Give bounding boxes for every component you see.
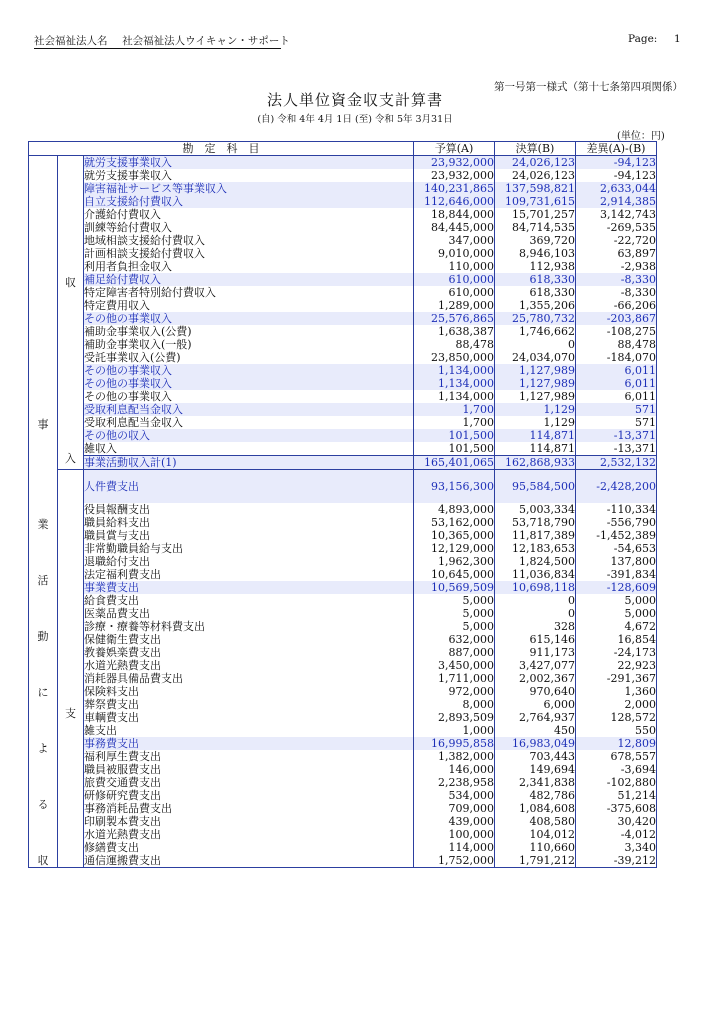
diff-amount: 88,478 [576, 338, 657, 351]
section-label-expense [58, 470, 84, 868]
account-name: 地域相談支援給付費収入 [84, 234, 414, 247]
diff-amount: -391,834 [576, 568, 657, 581]
budget-amount: 972,000 [414, 685, 495, 698]
table-row [29, 429, 657, 442]
account-name: 利用者負担金収入 [84, 260, 414, 273]
page-indicator [628, 33, 681, 45]
budget-amount: 2,893,509 [414, 711, 495, 724]
diff-amount: 51,214 [576, 789, 657, 802]
table-row [29, 470, 657, 504]
budget-amount: 9,010,000 [414, 247, 495, 260]
table-row [29, 312, 657, 325]
page-number: 1 [674, 33, 681, 45]
actual-amount: 1,127,989 [495, 364, 576, 377]
budget-amount: 114,000 [414, 841, 495, 854]
table-row [29, 620, 657, 633]
account-name: 雑支出 [84, 724, 414, 737]
diff-amount: -2,428,200 [576, 470, 657, 504]
actual-amount: 408,580 [495, 815, 576, 828]
diff-amount: 2,000 [576, 698, 657, 711]
table-row [29, 286, 657, 299]
diff-amount: 1,360 [576, 685, 657, 698]
diff-amount: 22,923 [576, 659, 657, 672]
document-title: 法人単位資金収支計算書 [266, 91, 443, 109]
col-item-header: 勘 定 科 目 [29, 142, 414, 156]
account-name: 事業活動収入計(1) [84, 456, 414, 470]
budget-amount: 53,162,000 [414, 516, 495, 529]
section-char: よ [37, 742, 49, 755]
budget-amount: 632,000 [414, 633, 495, 646]
actual-amount: 5,003,334 [495, 503, 576, 516]
diff-amount: 30,420 [576, 815, 657, 828]
table-row [29, 221, 657, 234]
actual-amount: 15,701,257 [495, 208, 576, 221]
account-name: 就労支援事業収入 [84, 156, 414, 170]
actual-amount: 970,640 [495, 685, 576, 698]
budget-amount: 23,850,000 [414, 351, 495, 364]
account-name: 就労支援事業収入 [84, 169, 414, 182]
section-label-business-activity [29, 156, 58, 868]
col-diff-header: 差異(A)-(B) [576, 142, 657, 156]
account-name: 雑収入 [84, 442, 414, 456]
account-name: 保険料支出 [84, 685, 414, 698]
header-underline [34, 48, 281, 49]
col-budget-header: 予算(A) [414, 142, 495, 156]
actual-amount: 112,938 [495, 260, 576, 273]
table-row [29, 273, 657, 286]
account-name: 受取利息配当金収入 [84, 403, 414, 416]
table-row [29, 685, 657, 698]
account-name: 消耗器具備品費支出 [84, 672, 414, 685]
corporation-name: 社会福祉法人ウイキャン・サポート [122, 35, 290, 47]
account-name: 受託事業収入(公費) [84, 351, 414, 364]
account-name: 車輌費支出 [84, 711, 414, 724]
fiscal-period: (自) 令和 4年 4月 1日 (至) 令和 5年 3月31日 [257, 114, 453, 125]
diff-amount: 2,914,385 [576, 195, 657, 208]
account-name: 事業費支出 [84, 581, 414, 594]
table-row [29, 195, 657, 208]
form-number: 第一号第一様式（第十七条第四項関係） [494, 81, 683, 93]
budget-amount: 10,569,509 [414, 581, 495, 594]
actual-amount: 53,718,790 [495, 516, 576, 529]
table-row [29, 325, 657, 338]
actual-amount: 482,786 [495, 789, 576, 802]
actual-amount: 450 [495, 724, 576, 737]
actual-amount: 1,746,662 [495, 325, 576, 338]
account-name: 事務消耗品費支出 [84, 802, 414, 815]
table-row [29, 815, 657, 828]
actual-amount: 3,427,077 [495, 659, 576, 672]
account-name: その他の収入 [84, 429, 414, 442]
account-name: 診療・療養等材料費支出 [84, 620, 414, 633]
table-row [29, 802, 657, 815]
actual-amount: 1,084,608 [495, 802, 576, 815]
section-char: 業 [37, 518, 49, 531]
budget-amount: 1,711,000 [414, 672, 495, 685]
table-row [29, 260, 657, 273]
table-row [29, 299, 657, 312]
table-header-row [29, 142, 657, 156]
table-row [29, 377, 657, 390]
actual-amount: 11,817,389 [495, 529, 576, 542]
budget-amount: 5,000 [414, 620, 495, 633]
actual-amount: 911,173 [495, 646, 576, 659]
diff-amount: -128,609 [576, 581, 657, 594]
account-name: 医薬品費支出 [84, 607, 414, 620]
account-name: 退職給付支出 [84, 555, 414, 568]
diff-amount: -375,608 [576, 802, 657, 815]
actual-amount: 149,694 [495, 763, 576, 776]
budget-amount: 110,000 [414, 260, 495, 273]
account-name: 役員報酬支出 [84, 503, 414, 516]
budget-amount: 5,000 [414, 594, 495, 607]
actual-amount: 24,034,070 [495, 351, 576, 364]
table-row [29, 750, 657, 763]
table-row [29, 698, 657, 711]
table-row [29, 737, 657, 750]
actual-amount: 618,330 [495, 273, 576, 286]
unit-label: (単位：円) [617, 131, 665, 142]
budget-amount: 1,752,000 [414, 854, 495, 868]
diff-amount: 2,633,044 [576, 182, 657, 195]
actual-amount: 2,764,937 [495, 711, 576, 724]
account-name: その他の事業収入 [84, 312, 414, 325]
account-name: 非常勤職員給与支出 [84, 542, 414, 555]
actual-amount: 369,720 [495, 234, 576, 247]
budget-amount: 709,000 [414, 802, 495, 815]
table-row [29, 390, 657, 403]
table-row [29, 568, 657, 581]
diff-amount: -556,790 [576, 516, 657, 529]
account-name: 特定費用収入 [84, 299, 414, 312]
budget-amount: 1,134,000 [414, 364, 495, 377]
actual-amount: 1,824,500 [495, 555, 576, 568]
diff-amount: -2,938 [576, 260, 657, 273]
diff-amount: -269,535 [576, 221, 657, 234]
account-name: 印刷製本費支出 [84, 815, 414, 828]
table-row-total [29, 456, 657, 470]
corporation-header [34, 33, 290, 48]
diff-amount: -94,123 [576, 156, 657, 170]
account-name: 計画相談支援給付費収入 [84, 247, 414, 260]
budget-amount: 1,134,000 [414, 377, 495, 390]
account-name: 修繕費支出 [84, 841, 414, 854]
diff-amount: -203,867 [576, 312, 657, 325]
budget-amount: 439,000 [414, 815, 495, 828]
table-row [29, 338, 657, 351]
section-char: 収 [37, 854, 49, 867]
diff-amount: -8,330 [576, 286, 657, 299]
budget-amount: 1,134,000 [414, 390, 495, 403]
diff-amount: 571 [576, 416, 657, 429]
budget-amount: 23,932,000 [414, 169, 495, 182]
budget-amount: 1,700 [414, 416, 495, 429]
account-name: 人件費支出 [84, 470, 414, 504]
table-row [29, 442, 657, 456]
actual-amount: 1,127,989 [495, 377, 576, 390]
actual-amount: 0 [495, 338, 576, 351]
budget-amount: 25,576,865 [414, 312, 495, 325]
actual-amount: 11,036,834 [495, 568, 576, 581]
actual-amount: 114,871 [495, 429, 576, 442]
actual-amount: 618,330 [495, 286, 576, 299]
actual-amount: 95,584,500 [495, 470, 576, 504]
section-char: る [37, 798, 49, 811]
diff-amount: 550 [576, 724, 657, 737]
diff-amount: -94,123 [576, 169, 657, 182]
table-row [29, 711, 657, 724]
account-name: 旅費交通費支出 [84, 776, 414, 789]
table-row [29, 581, 657, 594]
budget-amount: 610,000 [414, 273, 495, 286]
diff-amount: -1,452,389 [576, 529, 657, 542]
actual-amount: 24,026,123 [495, 169, 576, 182]
actual-amount: 162,868,933 [495, 456, 576, 470]
actual-amount: 12,183,653 [495, 542, 576, 555]
diff-amount: 678,557 [576, 750, 657, 763]
table-row [29, 416, 657, 429]
table-row [29, 646, 657, 659]
diff-amount: 4,672 [576, 620, 657, 633]
diff-amount: 6,011 [576, 390, 657, 403]
account-name: その他の事業収入 [84, 377, 414, 390]
diff-amount: -54,653 [576, 542, 657, 555]
section-char: に [37, 686, 49, 699]
table-row [29, 854, 657, 868]
budget-amount: 23,932,000 [414, 156, 495, 170]
diff-amount: 2,532,132 [576, 456, 657, 470]
budget-amount: 84,445,000 [414, 221, 495, 234]
actual-amount: 1,129 [495, 403, 576, 416]
budget-amount: 1,700 [414, 403, 495, 416]
section-char: 支 [65, 707, 76, 720]
actual-amount: 137,598,821 [495, 182, 576, 195]
budget-amount: 101,500 [414, 442, 495, 456]
actual-amount: 114,871 [495, 442, 576, 456]
account-name: 保健衛生費支出 [84, 633, 414, 646]
budget-amount: 146,000 [414, 763, 495, 776]
table-row [29, 594, 657, 607]
account-name: 職員給料支出 [84, 516, 414, 529]
diff-amount: 128,572 [576, 711, 657, 724]
budget-amount: 10,365,000 [414, 529, 495, 542]
actual-amount: 0 [495, 607, 576, 620]
diff-amount: -13,371 [576, 442, 657, 456]
table-row [29, 503, 657, 516]
table-row [29, 607, 657, 620]
account-name: 特定障害者特別給付費収入 [84, 286, 414, 299]
table-row [29, 247, 657, 260]
budget-amount: 4,893,000 [414, 503, 495, 516]
actual-amount: 1,791,212 [495, 854, 576, 868]
diff-amount: 6,011 [576, 377, 657, 390]
table-row [29, 169, 657, 182]
table-row [29, 776, 657, 789]
diff-amount: -3,694 [576, 763, 657, 776]
section-label-income [58, 156, 84, 470]
account-name: 職員被服費支出 [84, 763, 414, 776]
account-name: その他の事業収入 [84, 364, 414, 377]
actual-amount: 16,983,049 [495, 737, 576, 750]
table-row [29, 516, 657, 529]
budget-amount: 100,000 [414, 828, 495, 841]
diff-amount: 6,011 [576, 364, 657, 377]
table-row [29, 633, 657, 646]
account-name: 給食費支出 [84, 594, 414, 607]
section-char: 事 [37, 418, 49, 431]
account-name: 訓練等給付費収入 [84, 221, 414, 234]
account-name: 通信運搬費支出 [84, 854, 414, 868]
actual-amount: 84,714,535 [495, 221, 576, 234]
diff-amount: -4,012 [576, 828, 657, 841]
actual-amount: 110,660 [495, 841, 576, 854]
diff-amount: 5,000 [576, 594, 657, 607]
actual-amount: 703,443 [495, 750, 576, 763]
actual-amount: 2,341,838 [495, 776, 576, 789]
diff-amount: -102,880 [576, 776, 657, 789]
account-name: 補助金事業収入(一般) [84, 338, 414, 351]
budget-amount: 1,000 [414, 724, 495, 737]
diff-amount: 5,000 [576, 607, 657, 620]
budget-amount: 1,289,000 [414, 299, 495, 312]
budget-amount: 101,500 [414, 429, 495, 442]
budget-amount: 887,000 [414, 646, 495, 659]
diff-amount: -108,275 [576, 325, 657, 338]
account-name: 自立支援給付費収入 [84, 195, 414, 208]
table-row [29, 351, 657, 364]
diff-amount: -13,371 [576, 429, 657, 442]
table-row [29, 841, 657, 854]
diff-amount: -8,330 [576, 273, 657, 286]
page-label: Page: [628, 33, 658, 45]
diff-amount: 63,897 [576, 247, 657, 260]
fund-statement-table [28, 141, 657, 868]
account-name: 職員賞与支出 [84, 529, 414, 542]
table-row [29, 403, 657, 416]
account-name: 福利厚生費支出 [84, 750, 414, 763]
section-char: 活 [37, 574, 49, 587]
account-name: 介護給付費収入 [84, 208, 414, 221]
diff-amount: -184,070 [576, 351, 657, 364]
diff-amount: 3,142,743 [576, 208, 657, 221]
table-row [29, 156, 657, 170]
table-row [29, 659, 657, 672]
table-row [29, 234, 657, 247]
actual-amount: 109,731,615 [495, 195, 576, 208]
budget-amount: 534,000 [414, 789, 495, 802]
account-name: 法定福利費支出 [84, 568, 414, 581]
table-row [29, 208, 657, 221]
account-name: 補足給付費収入 [84, 273, 414, 286]
budget-amount: 93,156,300 [414, 470, 495, 504]
actual-amount: 1,127,989 [495, 390, 576, 403]
budget-amount: 112,646,000 [414, 195, 495, 208]
table-row [29, 672, 657, 685]
budget-amount: 610,000 [414, 286, 495, 299]
account-name: 教養娯楽費支出 [84, 646, 414, 659]
budget-amount: 1,638,387 [414, 325, 495, 338]
actual-amount: 0 [495, 594, 576, 607]
table-row [29, 724, 657, 737]
table-row [29, 529, 657, 542]
diff-amount: -66,206 [576, 299, 657, 312]
table-row [29, 789, 657, 802]
diff-amount: 16,854 [576, 633, 657, 646]
diff-amount: 12,809 [576, 737, 657, 750]
budget-amount: 8,000 [414, 698, 495, 711]
section-char: 入 [65, 452, 76, 465]
budget-amount: 3,450,000 [414, 659, 495, 672]
budget-amount: 88,478 [414, 338, 495, 351]
diff-amount: 571 [576, 403, 657, 416]
actual-amount: 10,698,118 [495, 581, 576, 594]
budget-amount: 347,000 [414, 234, 495, 247]
table-row [29, 555, 657, 568]
actual-amount: 25,780,732 [495, 312, 576, 325]
account-name: 事務費支出 [84, 737, 414, 750]
actual-amount: 328 [495, 620, 576, 633]
table-row [29, 182, 657, 195]
diff-amount: -22,720 [576, 234, 657, 247]
account-name: 障害福祉サービス等事業収入 [84, 182, 414, 195]
actual-amount: 1,129 [495, 416, 576, 429]
actual-amount: 615,146 [495, 633, 576, 646]
account-name: 水道光熱費支出 [84, 828, 414, 841]
actual-amount: 8,946,103 [495, 247, 576, 260]
budget-amount: 5,000 [414, 607, 495, 620]
table-row [29, 542, 657, 555]
actual-amount: 2,002,367 [495, 672, 576, 685]
budget-amount: 1,382,000 [414, 750, 495, 763]
actual-amount: 6,000 [495, 698, 576, 711]
diff-amount: 3,340 [576, 841, 657, 854]
budget-amount: 16,995,858 [414, 737, 495, 750]
diff-amount: -291,367 [576, 672, 657, 685]
budget-amount: 18,844,000 [414, 208, 495, 221]
diff-amount: -39,212 [576, 854, 657, 868]
budget-amount: 1,962,300 [414, 555, 495, 568]
account-name: 葬祭費支出 [84, 698, 414, 711]
diff-amount: -110,334 [576, 503, 657, 516]
budget-amount: 12,129,000 [414, 542, 495, 555]
budget-amount: 165,401,065 [414, 456, 495, 470]
table-row [29, 828, 657, 841]
account-name: 受取利息配当金収入 [84, 416, 414, 429]
diff-amount: -24,173 [576, 646, 657, 659]
table-row [29, 763, 657, 776]
actual-amount: 1,355,206 [495, 299, 576, 312]
section-char: 収 [65, 276, 76, 289]
budget-amount: 10,645,000 [414, 568, 495, 581]
account-name: 補助金事業収入(公費) [84, 325, 414, 338]
account-name: その他の事業収入 [84, 390, 414, 403]
section-char: 動 [37, 630, 49, 643]
table-row [29, 364, 657, 377]
account-name: 研修研究費支出 [84, 789, 414, 802]
actual-amount: 24,026,123 [495, 156, 576, 170]
budget-amount: 2,238,958 [414, 776, 495, 789]
account-name: 水道光熱費支出 [84, 659, 414, 672]
budget-amount: 140,231,865 [414, 182, 495, 195]
corporation-label: 社会福祉法人名 [34, 35, 108, 47]
col-actual-header: 決算(B) [495, 142, 576, 156]
diff-amount: 137,800 [576, 555, 657, 568]
actual-amount: 104,012 [495, 828, 576, 841]
